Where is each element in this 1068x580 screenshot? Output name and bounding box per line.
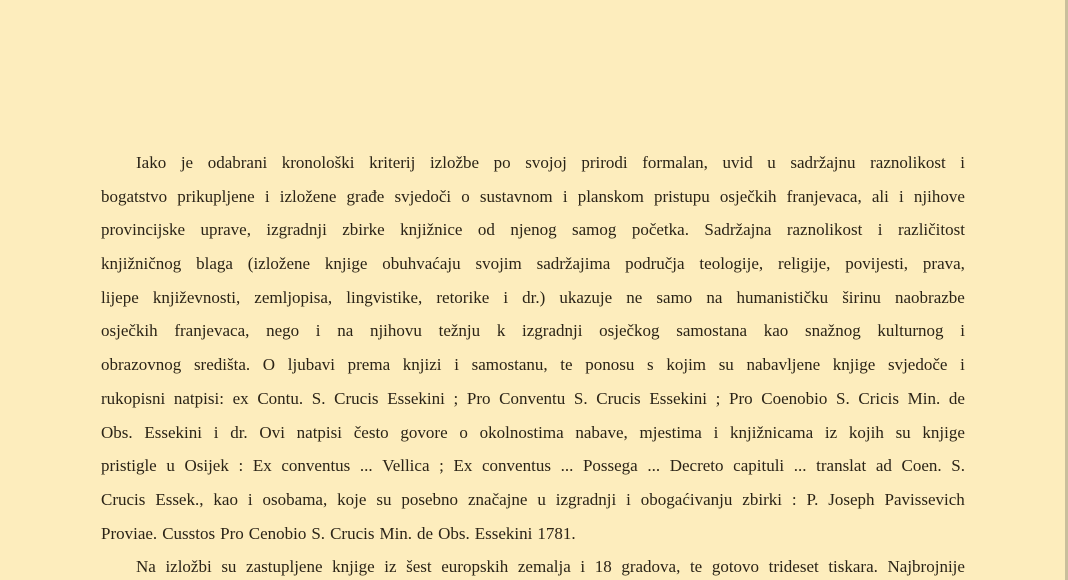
text-line: Proviae. Cusstos Pro Cenobio S. Crucis Min. de Obs. Essekini 1781. [101, 523, 576, 543]
text-line: obrazovnog središta. O ljubavi prema knjizi i samostanu, te ponosu s kojim su nabavljene knjige svjedoče i [101, 355, 965, 375]
text-line: knjižničnog blaga (izložene knjige obuhvaćaju svojim sadržajima područja teologije, religije, povijesti, prava, [101, 254, 965, 274]
text-line: lijepe književnosti, zemljopisa, lingvistike, retorike i dr.) ukazuje ne samo na humanističku širinu naobrazbe [101, 287, 965, 307]
text-line: pristigle u Osijek : Ex conventus ... Vellica ; Ex conventus ... Possega ... Decreto capituli ... translat ad Coen. S. [101, 456, 965, 476]
text-line: Crucis Essek., kao i osobama, koje su posebno značajne u izgradnji i obogaćivanju zbirki : P. Joseph Pavissevich [101, 489, 965, 509]
text-line: osječkih franjevaca, nego i na njihovu težnju k izgradnji osječkog samostana kao snažnog kulturnog i [101, 321, 965, 341]
text-line: Na izložbi su zastupljene knjige iz šest europskih zemalja i 18 gradova, te gotovo trideset tiskara. Najbrojnije [136, 557, 965, 577]
text-line: bogatstvo prikupljene i izložene građe svjedoči o sustavnom i planskom pristupu osječkih franjevaca, ali i njihove [101, 186, 965, 206]
text-line: provincijske uprave, izgradnji zbirke knjižnice od njenog samog početka. Sadržajna raznolikost i različitost [101, 220, 965, 240]
text-line: rukopisni natpisi: ex Contu. S. Crucis Essekini ; Pro Conventu S. Crucis Essekini ; Pro Coenobio S. Cricis Min. de [101, 388, 965, 408]
text-line: Obs. Essekini i dr. Ovi natpisi često govore o okolnostima nabave, mjestima i knjižnicama iz kojih su knjige [101, 422, 965, 442]
text-body [101, 146, 965, 580]
text-line: Iako je odabrani kronološki kriterij izložbe po svojoj prirodi formalan, uvid u sadržajnu raznolikost i [136, 153, 965, 172]
